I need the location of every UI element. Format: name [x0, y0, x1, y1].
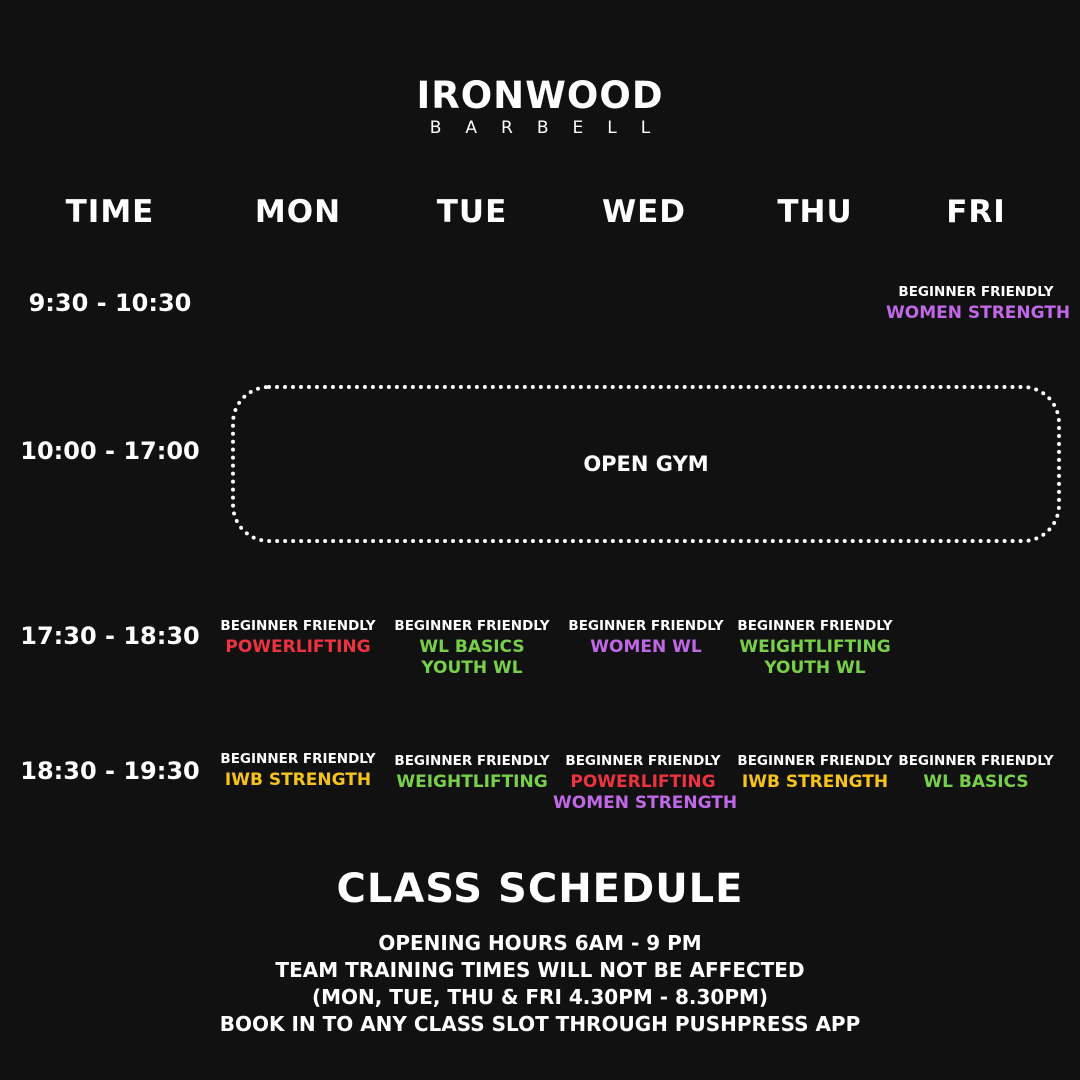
header-day-fri: FRI — [946, 194, 1006, 230]
beginner-note: BEGINNER FRIENDLY — [565, 753, 721, 769]
beginner-note: BEGINNER FRIENDLY — [568, 618, 724, 634]
class-name: WOMEN STRENGTH — [553, 793, 738, 813]
class-name: WEIGHTLIFTING — [739, 637, 891, 657]
beginner-note: BEGINNER FRIENDLY — [394, 753, 550, 769]
class-name: IWB STRENGTH — [741, 772, 889, 792]
class-name: WL BASICS — [923, 772, 1029, 792]
beginner-note: BEGINNER FRIENDLY — [220, 618, 376, 634]
slot-r4-wed — [553, 751, 738, 814]
class-name: POWERLIFTING — [225, 637, 371, 657]
class-name: WOMEN WL — [590, 637, 702, 657]
beginner-note: BEGINNER FRIENDLY — [898, 753, 1054, 769]
open-gym-block — [231, 385, 1061, 543]
class-name: YOUTH WL — [764, 658, 866, 678]
beginner-note: BEGINNER FRIENDLY — [898, 284, 1054, 300]
time-slot-1000: 10:00 - 17:00 — [20, 437, 200, 465]
time-slot-0930: 9:30 - 10:30 — [28, 289, 192, 317]
slot-r4-fri — [886, 751, 1066, 793]
class-name: WL BASICS — [419, 637, 525, 657]
opening-hours: OPENING HOURS 6AM - 9 PM — [378, 931, 702, 955]
time-slot-1830: 18:30 - 19:30 — [20, 757, 200, 785]
beginner-note: BEGINNER FRIENDLY — [394, 618, 550, 634]
team-training-days: (MON, TUE, THU & FRI 4.30PM - 8.30PM) — [311, 985, 769, 1009]
slot-r4-tue — [382, 751, 562, 793]
time-slot-1730: 17:30 - 18:30 — [20, 622, 200, 650]
booking-note: BOOK IN TO ANY CLASS SLOT THROUGH PUSHPRESS APP — [219, 1012, 861, 1036]
open-gym-label: OPEN GYM — [583, 452, 709, 476]
class-name: POWERLIFTING — [570, 772, 716, 792]
beginner-note: BEGINNER FRIENDLY — [737, 618, 893, 634]
page-title: CLASS SCHEDULE — [336, 866, 744, 912]
class-name: IWB STRENGTH — [224, 770, 372, 790]
footer-notes — [0, 930, 1080, 1038]
slot-r3-wed — [556, 616, 736, 658]
class-name: WEIGHTLIFTING — [396, 772, 548, 792]
header-day-thu: THU — [777, 194, 853, 230]
header-day-tue: TUE — [436, 194, 508, 230]
header-day-wed: WED — [601, 194, 687, 230]
team-training-note: TEAM TRAINING TIMES WILL NOT BE AFFECTED — [275, 958, 805, 982]
slot-r3-mon — [208, 616, 388, 658]
slot-r4-thu — [725, 751, 905, 793]
slot-r1-fri — [886, 282, 1071, 324]
header-time: TIME — [65, 194, 155, 230]
beginner-note: BEGINNER FRIENDLY — [737, 753, 893, 769]
brand-logo-tagline: BARBELL — [429, 118, 675, 138]
slot-r4-mon — [208, 749, 388, 791]
header-day-mon: MON — [254, 194, 342, 230]
class-name: YOUTH WL — [421, 658, 523, 678]
slot-r3-tue — [382, 616, 562, 679]
class-name: WOMEN STRENGTH — [886, 303, 1071, 323]
slot-r3-thu — [725, 616, 905, 679]
brand-logo-name: IRONWOOD — [416, 74, 664, 117]
beginner-note: BEGINNER FRIENDLY — [220, 751, 376, 767]
